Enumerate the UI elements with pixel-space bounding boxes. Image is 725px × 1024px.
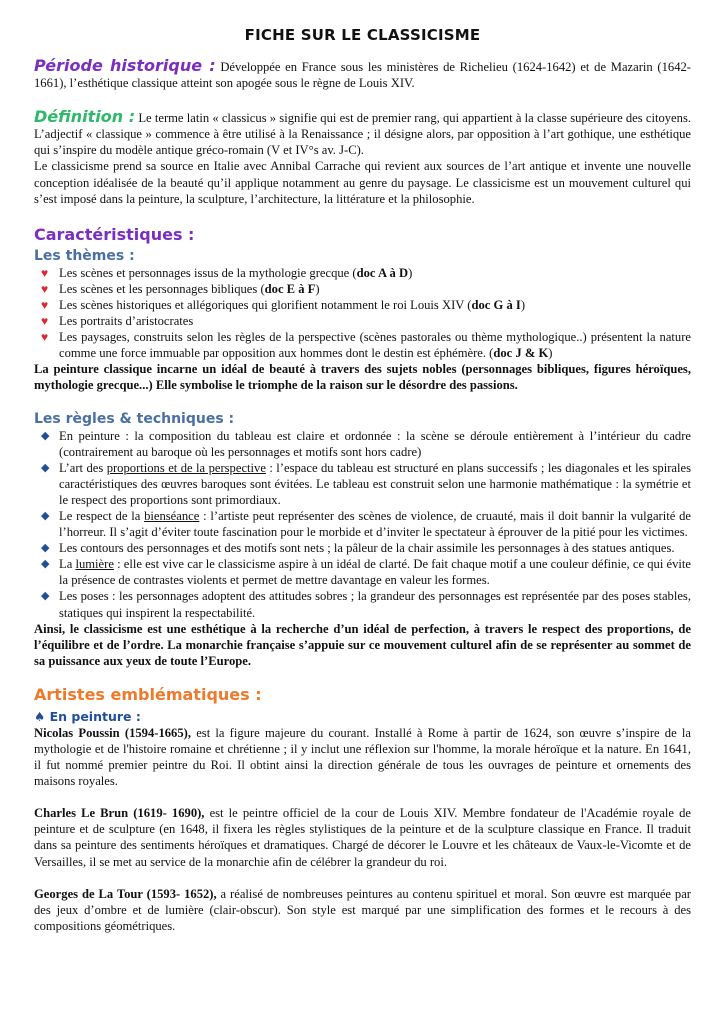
diamond-icon: ◆ (41, 558, 50, 571)
caracteristiques-heading: Caractéristiques : (34, 224, 195, 244)
definition-text-2: Le classicisme prend sa source en Italie avec Annibal Carrache qui revient aux sources de l’art antique et invente une nouvelle conception idéalisée de la beauté qu’il applique notamment au genre du paysage. Le classicisme est un mouvement culturel qui s’est imposé dans la peinture, la sculpture, l’architecture, la littérature et la philosophie. (34, 159, 691, 206)
diamond-icon: ◆ (41, 461, 50, 474)
heart-icon: ♥ (41, 297, 49, 312)
artist-poussin: Nicolas Poussin (1594-1665), est la figure majeure du courant. Installé à Rome à partir de 1624, son œuvre s’inspire de la mythologie et de l'histoire romaine et chrétienne ; il y inclut une réflexion sur l'homme, la morale héroïque et la nature. En 1641, il fut nommé premier peintre du Roi. Il obtint ainsi la direction générale de tous les ouvrages de peinture et ornements des maisons royales. (34, 725, 691, 789)
peinture-subheading: ♠ En peinture : (34, 708, 141, 724)
diamond-icon: ◆ (41, 590, 50, 603)
themes-conclusion: La peinture classique incarne un idéal de beauté à travers des sujets nobles (personnages bibliques, figures héroïques, mythologie grecque...) Elle symbolise le triomphe de la raison sur le désordre des passions. (34, 362, 691, 393)
definition-heading: Définition : (34, 107, 136, 127)
list-item: ♥ Les paysages, construits selon les règles de la perspective (scènes pastorales ou thème mythologique..) présentent la nature comme une force immuable par opposition aux hommes dont le destin est éphémère. (doc J & K) (41, 330, 691, 361)
diamond-icon: ◆ (41, 509, 50, 522)
themes-list (34, 265, 691, 362)
heart-icon: ♥ (41, 314, 49, 329)
list-item: ◆ L’art des proportions et de la perspective : l’espace du tableau est structuré en plans successifs ; les diagonales et les spirales caractéristiques des œuvres baroques sont évitées. Le tableau est construit selon une harmonie mathématique : la symétrie et le respect des proportions sont primordiaux. (41, 460, 691, 507)
heart-icon: ♥ (41, 330, 49, 345)
periode-paragraph (34, 58, 691, 91)
spade-icon: ♠ (34, 708, 46, 724)
list-item: ◆ En peinture : la composition du tableau est claire et ordonnée : la scène se déroule entièrement à l’intérieur du cadre (contrairement au baroque où les personnages et motifs sont hors cadre) (41, 428, 691, 459)
list-item: ♥ Les scènes historiques et allégoriques qui glorifient notamment le roi Louis XIV (doc G à I) (41, 297, 526, 312)
list-item: ♥ Les scènes et personnages issus de la mythologie grecque (doc A à D) (41, 265, 413, 280)
artist-la-tour: Georges de La Tour (1593- 1652), a réalisé de nombreuses peintures au contenu spirituel et moral. Son œuvre est marquée par des jeux d’ombre et de lumière (clair-obscur). Son style est marqué par une simplification des formes et le recours à des compositions géométriques. (34, 886, 691, 933)
diamond-icon: ◆ (41, 542, 50, 555)
artistes-heading: Artistes emblématiques : (34, 684, 262, 704)
heart-icon: ♥ (41, 281, 49, 296)
diamond-icon: ◆ (41, 429, 50, 442)
list-item: ◆ Les contours des personnages et des motifs sont nets ; la pâleur de la chair assimile les personnages à des statues antiques. (41, 541, 675, 556)
periode-text: Développée en France sous les ministères de Richelieu (1624-1642) et de Mazarin (1642-1661), l’esthétique classique atteint son apogée sous le règne de Louis XIV. (34, 60, 691, 91)
themes-heading: Les thèmes : (34, 247, 135, 264)
regles-conclusion: Ainsi, le classicisme est une esthétique à la recherche d’un idéal de perfection, à travers le respect des proportions, de l’équilibre et de l’ordre. La monarchie française s’appuie sur ce mouvement culturel afin de se représenter au sommet de sa puissance aux yeux de toute l’Europe. (34, 621, 691, 668)
regles-list (34, 428, 691, 621)
list-item: ◆ La lumière : elle est vive car le classicisme aspire à un idéal de clarté. De fait chaque motif a une couleur définie, ce qui évite la présence de contrastes violents et permet de mettre davantage en valeur les formes. (41, 557, 691, 588)
list-item: ♥ Les portraits d’aristocrates (41, 314, 194, 329)
artist-le-brun: Charles Le Brun (1619- 1690), est le peintre officiel de la cour de Louis XIV. Membre fondateur de l'Académie royale de peinture et de sculpture (en 1648, il fixera les règles stylistiques de la peinture et de la sculpture classique en France. Il traduit dans sa peinture des sentiments héroïques et dramatiques. Chargé de décorer le Louvre et les châteaux de Vaux-le-Vicomte et de Versailles, il se met au service de la monarchie afin de célébrer la grandeur du roi. (34, 806, 691, 869)
periode-heading: Période historique : (34, 56, 216, 75)
page-title: FICHE SUR LE CLASSICISME (244, 26, 481, 44)
list-item: ◆ Les poses : les personnages adoptent des attitudes sobres ; la grandeur des personnages est représentée par des poses stables, statiques qui inspirent la respectabilité. (41, 589, 691, 620)
definition-paragraph (34, 109, 691, 158)
list-item: ♥ Les scènes et les personnages bibliques (doc E à F) (41, 281, 320, 296)
definition-text-1: Le terme latin « classicus » signifie qui est de premier rang, qui appartient à la classe supérieure des citoyens. L’adjectif « classique » commence à être utilisé à la Renaissance ; il désigne alors, par opposition à l’art gothique, une esthétique qui s’inspire du modèle antique gréco-romain (V et IV°s av. J-C). (34, 111, 691, 158)
heart-icon: ♥ (41, 265, 49, 280)
list-item: ◆ Le respect de la bienséance : l’artiste peut représenter des scènes de violence, de cruauté, mais il doit bannir la vulgarité de l’horreur. Il s’agit d’éviter toute fascination pour le morbide et d’inviter le spectateur à éprouver de la pitié pour les victimes. (41, 508, 692, 540)
regles-heading: Les règles & techniques : (34, 410, 235, 427)
